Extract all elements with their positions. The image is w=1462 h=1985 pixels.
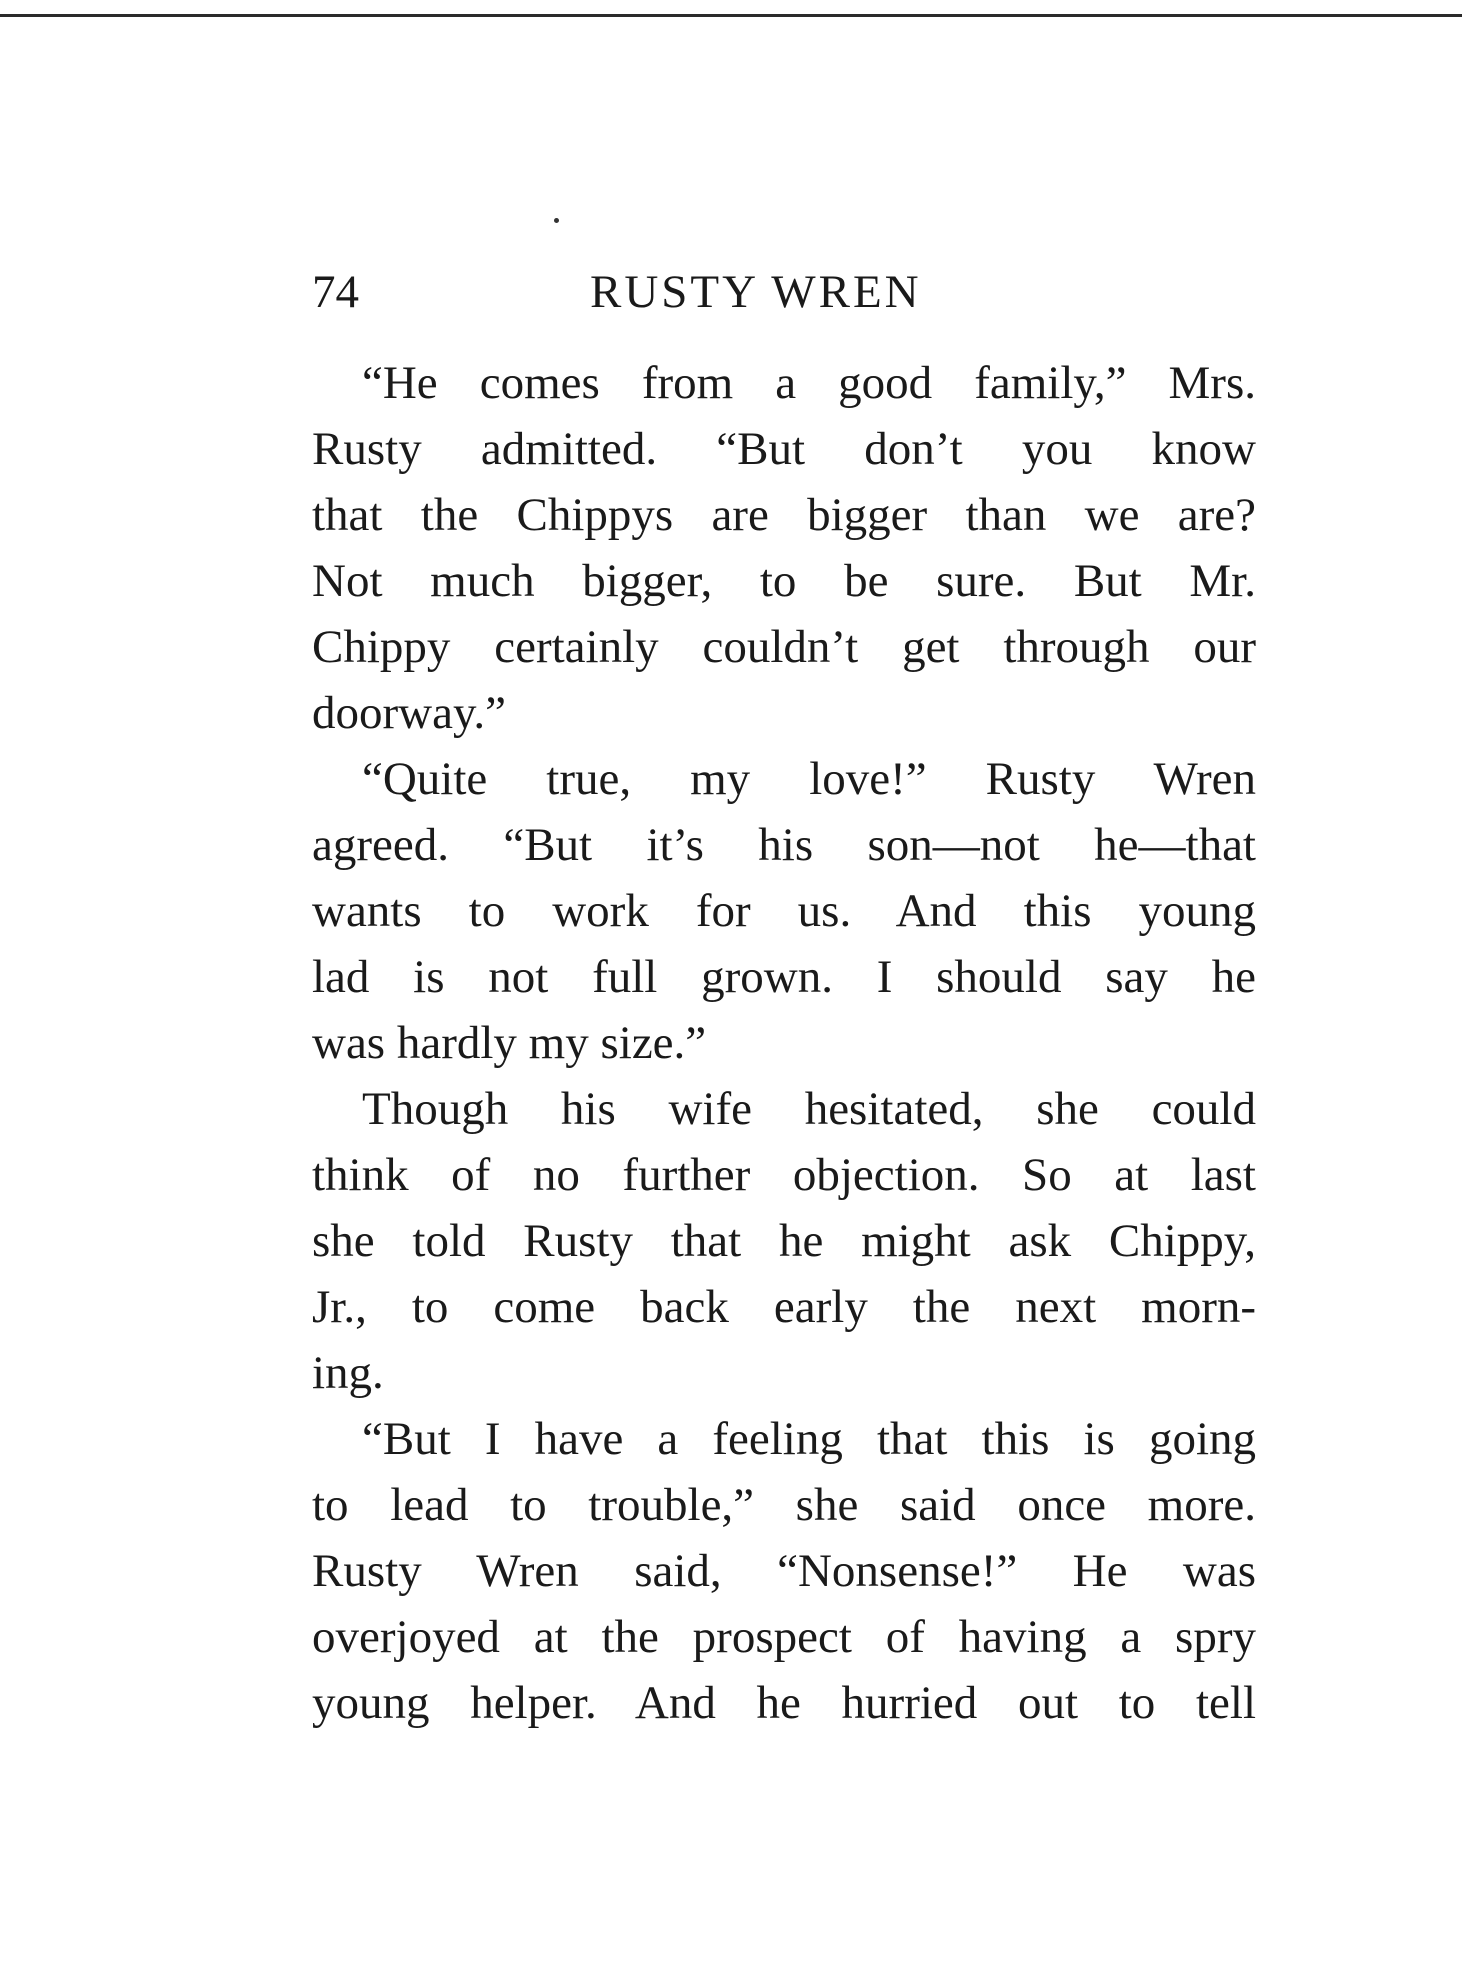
- text-line: Rusty admitted. “But don’t you know: [312, 423, 1256, 475]
- text-line: lad is not full grown. I should say he: [312, 951, 1256, 1003]
- text-line: she told Rusty that he might ask Chippy,: [312, 1215, 1256, 1267]
- book-title: RUSTY WREN: [590, 266, 922, 318]
- text-line: young helper. And he hurried out to tell: [312, 1677, 1256, 1729]
- text-line: Not much bigger, to be sure. But Mr.: [312, 555, 1256, 607]
- text-line: think of no further objection. So at last: [312, 1149, 1256, 1201]
- text-line: “He comes from a good family,” Mrs.: [362, 357, 1256, 409]
- text-line: agreed. “But it’s his son—not he—that: [312, 819, 1256, 871]
- page-number: 74: [312, 266, 359, 318]
- text-line: “But I have a feeling that this is going: [362, 1413, 1256, 1465]
- running-head: [312, 262, 1012, 322]
- text-line: “Quite true, my love!” Rusty Wren: [362, 753, 1256, 805]
- text-line: wants to work for us. And this young: [312, 885, 1256, 937]
- top-rule: [0, 14, 1462, 17]
- text-line: doorway.”: [312, 687, 507, 739]
- text-line: ing.: [312, 1347, 384, 1399]
- ink-speck: [554, 218, 559, 223]
- text-line: to lead to trouble,” she said once more.: [312, 1479, 1256, 1531]
- text-line: that the Chippys are bigger than we are?: [312, 489, 1256, 541]
- text-line: Though his wife hesitated, she could: [362, 1083, 1256, 1135]
- text-line: was hardly my size.”: [312, 1017, 707, 1069]
- text-line: Rusty Wren said, “Nonsense!” He was: [312, 1545, 1256, 1597]
- text-line: Jr., to come back early the next morn-: [312, 1281, 1256, 1333]
- text-line: Chippy certainly couldn’t get through our: [312, 621, 1256, 673]
- body-text: [312, 350, 1256, 1736]
- text-line: overjoyed at the prospect of having a spry: [312, 1611, 1256, 1663]
